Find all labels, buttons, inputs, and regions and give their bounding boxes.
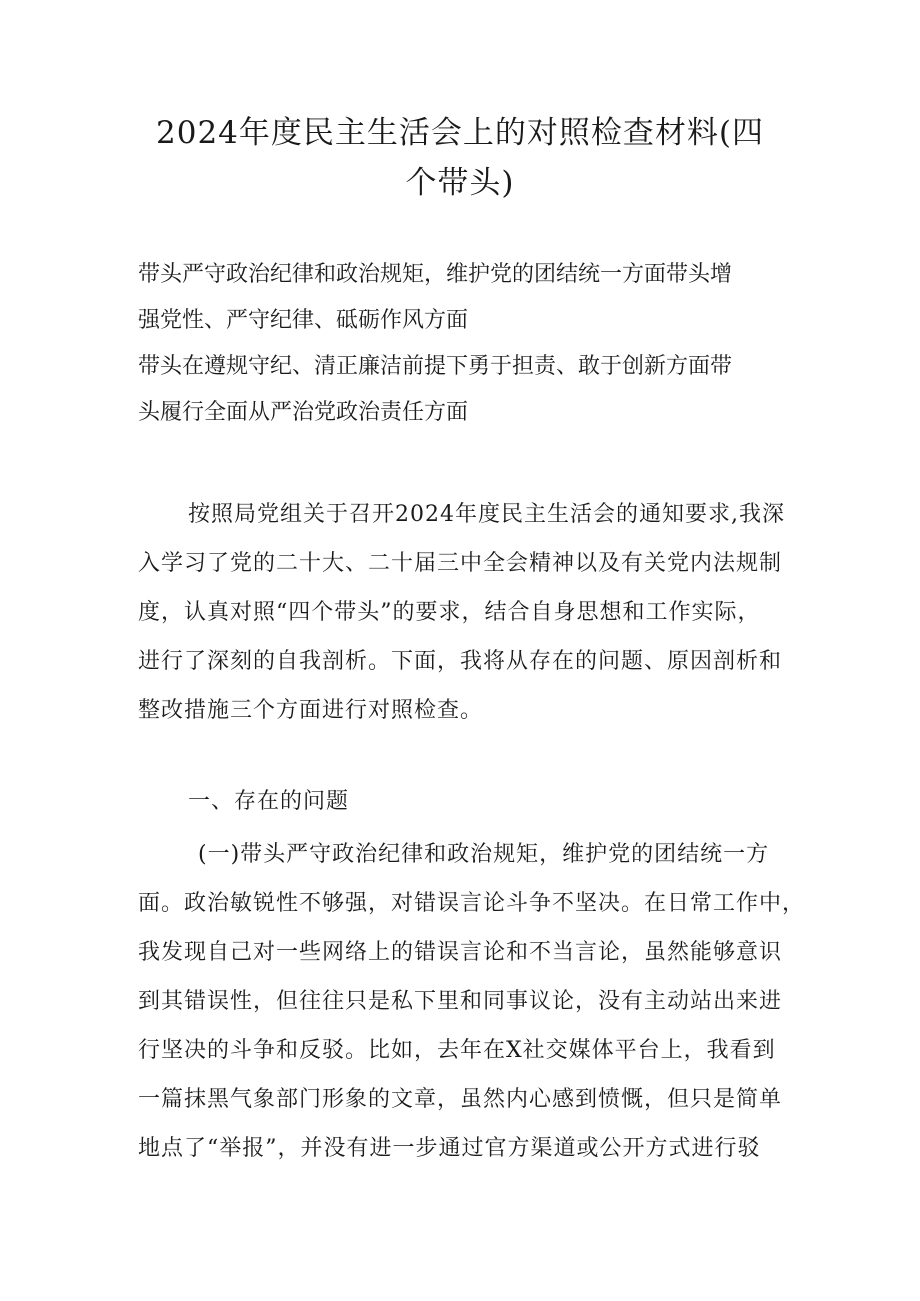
topic-line-1: 带头严守政治纪律和政治规矩，维护党的团结统一方面带头增 [138, 262, 733, 287]
intro-line-1: 按照局党组关于召开2024年度民主生活会的通知要求,我深 [188, 502, 785, 527]
intro-line-3: 度，认真对照“四个带头”的要求，结合自身思想和工作实际， [138, 600, 761, 625]
intro-line-2: 入学习了党的二十大、二十届三中全会精神以及有关党内法规制 [138, 551, 783, 576]
document-title [120, 108, 800, 208]
title-line-2: 个带头) [405, 165, 515, 201]
body-paragraph [138, 830, 806, 1173]
body-line-4: 到其错误性，但往往只是私下里和同事议论，没有主动站出来进 [138, 989, 783, 1014]
intro-paragraph [138, 490, 786, 735]
title-line-1: 2024年度民主生活会上的对照检查材料(四 [156, 115, 764, 151]
section-heading: 一、存在的问题 [188, 789, 350, 814]
body-line-2: 面。政治敏锐性不够强，对错误言论斗争不坚决。在日常工作中， [138, 891, 806, 916]
topic-line-3: 带头在遵规守纪、清正廉洁前提下勇于担责、敢于创新方面带 [138, 354, 733, 379]
body-line-7: 地点了“举报”，并没有进一步通过官方渠道或公开方式进行驳 [138, 1136, 761, 1161]
body-line-6: 一篇抹黑气象部门形象的文章，虽然内心感到愤慨，但只是简单 [138, 1087, 783, 1112]
topic-line-2: 强党性、严守纪律、砥砺作风方面 [138, 308, 469, 333]
topic-list [138, 252, 798, 436]
intro-line-5: 整改措施三个方面进行对照检查。 [138, 698, 484, 723]
intro-line-4: 进行了深刻的自我剖析。下面，我将从存在的问题、原因剖析和 [138, 649, 783, 674]
body-line-3: 我发现自己对一些网络上的错误言论和不当言论，虽然能够意识 [138, 940, 783, 965]
body-line-5: 行坚决的斗争和反驳。比如，去年在X社交媒体平台上，我看到 [138, 1038, 776, 1063]
body-line-1: (一)带头严守政治纪律和政治规矩，维护党的团结统一方 [198, 842, 770, 867]
topic-line-4: 头履行全面从严治党政治责任方面 [138, 400, 469, 425]
